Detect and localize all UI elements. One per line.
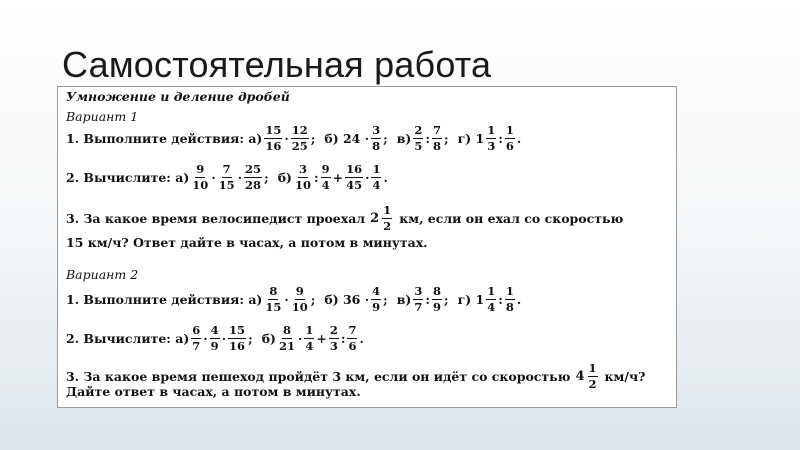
separator: ; — [383, 131, 388, 146]
fraction — [244, 163, 262, 192]
denominator: 9 — [432, 300, 441, 314]
denominator: 25 — [291, 139, 308, 153]
v2-task-2 — [66, 324, 364, 353]
numerator: 1 — [383, 203, 392, 217]
item-label: б) — [261, 331, 276, 346]
mixed-number — [575, 362, 599, 391]
item-label: г) 1 — [457, 131, 485, 146]
separator: ; — [264, 170, 269, 185]
operator: : — [340, 331, 346, 346]
denominator: 10 — [294, 178, 311, 192]
fraction — [382, 204, 392, 233]
fraction — [432, 124, 442, 153]
fraction — [486, 285, 496, 314]
separator: ; — [383, 292, 388, 307]
fraction — [291, 124, 309, 153]
numerator: 7 — [432, 123, 441, 137]
denominator: 5 — [414, 139, 423, 153]
task-text: км/ч? — [604, 369, 646, 384]
fraction — [345, 163, 363, 192]
numerator: 1 — [305, 323, 314, 337]
operator: · — [203, 331, 208, 346]
v1-task-3-line-2: 15 км/ч? Ответ дайте в часах, а потом в минутах. — [66, 235, 428, 250]
numerator: 1 — [588, 361, 597, 375]
whole-part: 4 — [575, 369, 585, 384]
v1-task-1 — [66, 124, 521, 153]
item-label: г) 1 — [457, 292, 485, 307]
fraction — [347, 324, 357, 353]
denominator: 15 — [218, 178, 235, 192]
item-label: в) — [396, 292, 412, 307]
operator: : — [425, 292, 430, 307]
fraction — [371, 285, 381, 314]
separator: . — [359, 331, 364, 346]
numerator: 3 — [372, 123, 381, 137]
numerator: 12 — [291, 123, 308, 137]
denominator: 4 — [305, 339, 314, 353]
separator: ; — [310, 131, 316, 146]
task-text: км, если он ехал со скоростью — [399, 211, 624, 226]
operator: · — [284, 131, 289, 146]
operator: : — [498, 292, 503, 307]
denominator: 16 — [229, 339, 246, 353]
denominator: 9 — [210, 339, 219, 353]
denominator: 10 — [192, 178, 209, 192]
fraction — [329, 324, 339, 353]
numerator: 7 — [222, 162, 231, 176]
fraction — [291, 285, 309, 314]
numerator: 8 — [432, 284, 441, 298]
denominator: 7 — [192, 339, 201, 353]
numerator: 25 — [245, 162, 262, 176]
fraction — [505, 124, 515, 153]
operator: : — [425, 131, 430, 146]
denominator: 8 — [505, 300, 514, 314]
denominator: 15 — [265, 300, 282, 314]
fraction — [505, 285, 515, 314]
denominator: 6 — [348, 339, 357, 353]
separator: . — [516, 292, 522, 307]
numerator: 15 — [229, 323, 246, 337]
fraction — [321, 163, 331, 192]
separator: ; — [443, 131, 449, 146]
fraction — [278, 324, 296, 353]
separator: ; — [443, 292, 449, 307]
whole-part: 2 — [370, 211, 380, 226]
separator: ; — [248, 331, 253, 346]
fraction — [304, 324, 314, 353]
operator: : — [313, 170, 319, 185]
fraction — [588, 362, 598, 391]
numerator: 9 — [196, 162, 205, 176]
denominator: 45 — [346, 178, 363, 192]
numerator: 9 — [295, 284, 304, 298]
denominator: 16 — [265, 139, 282, 153]
denominator: 4 — [321, 178, 330, 192]
operator: + — [332, 170, 344, 185]
numerator: 8 — [269, 284, 278, 298]
fraction — [191, 324, 201, 353]
separator: ; — [310, 292, 316, 307]
denominator: 9 — [372, 300, 381, 314]
fraction — [486, 124, 496, 153]
operator: · — [237, 170, 243, 185]
separator: . — [383, 170, 388, 185]
item-label: б) 36 · — [324, 292, 370, 307]
numerator: 9 — [321, 162, 330, 176]
v2-t1-prefix: 1. Выполните действия: а) — [66, 292, 263, 307]
denominator: 8 — [372, 139, 381, 153]
worksheet — [57, 86, 677, 408]
task-text: 3. За какое время велосипедист проехал — [66, 211, 366, 226]
denominator: 6 — [505, 139, 514, 153]
operator: · — [297, 331, 303, 346]
numerator: 1 — [505, 123, 514, 137]
numerator: 1 — [372, 162, 381, 176]
separator: . — [516, 131, 522, 146]
v2-task-1 — [66, 285, 521, 314]
operator: · — [211, 170, 216, 185]
worksheet-heading: Умножение и деление дробей — [66, 89, 290, 104]
fraction — [413, 285, 423, 314]
numerator: 1 — [505, 284, 514, 298]
numerator: 1 — [487, 123, 496, 137]
denominator: 4 — [372, 178, 381, 192]
fraction — [432, 285, 442, 314]
variant-1-title: Вариант 1 — [66, 109, 139, 124]
item-label: б) 24 · — [324, 131, 370, 146]
numerator: 15 — [265, 123, 282, 137]
fraction — [413, 124, 423, 153]
numerator: 4 — [372, 284, 381, 298]
v1-t2-prefix: 2. Вычислите: а) — [66, 170, 190, 185]
denominator: 3 — [329, 339, 338, 353]
numerator: 6 — [192, 323, 201, 337]
operator: + — [316, 331, 327, 346]
fraction — [191, 163, 209, 192]
mixed-number — [370, 204, 394, 233]
v1-task-2 — [66, 163, 388, 192]
fraction — [264, 124, 282, 153]
operator: · — [284, 292, 289, 307]
v1-t1-prefix: 1. Выполните действия: а) — [66, 131, 263, 146]
numerator: 16 — [346, 162, 363, 176]
fraction — [294, 163, 312, 192]
denominator: 4 — [487, 300, 496, 314]
numerator: 4 — [210, 323, 219, 337]
numerator: 8 — [282, 323, 291, 337]
denominator: 3 — [487, 139, 496, 153]
numerator: 1 — [487, 284, 496, 298]
denominator: 8 — [432, 139, 441, 153]
fraction — [371, 124, 381, 153]
v1-task-3-line-1 — [66, 204, 623, 233]
operator: · — [221, 331, 227, 346]
v2-task-3-line-2: Дайте ответ в часах, а потом в минутах. — [66, 384, 361, 399]
fraction — [218, 163, 236, 192]
denominator: 28 — [245, 178, 262, 192]
task-text: 3. За какое время пешеход пройдёт 3 км, если он идёт со скоростью — [66, 369, 571, 384]
fraction — [371, 163, 381, 192]
numerator: 2 — [329, 323, 338, 337]
denominator: 2 — [383, 219, 392, 233]
numerator: 7 — [348, 323, 357, 337]
fraction — [210, 324, 220, 353]
denominator: 21 — [278, 339, 295, 353]
denominator: 10 — [291, 300, 308, 314]
slide-title: Самостоятельная работа — [62, 44, 492, 85]
operator: : — [498, 131, 503, 146]
numerator: 3 — [414, 284, 423, 298]
fraction — [264, 285, 282, 314]
numerator: 3 — [298, 162, 307, 176]
item-label: б) — [277, 170, 292, 185]
v2-t2-prefix: 2. Вычислите: а) — [66, 331, 190, 346]
denominator: 7 — [414, 300, 423, 314]
fraction — [228, 324, 246, 353]
operator: · — [365, 170, 370, 185]
variant-2-title: Вариант 2 — [66, 267, 139, 282]
item-label: в) — [396, 131, 412, 146]
denominator: 2 — [588, 377, 597, 391]
numerator: 2 — [414, 123, 423, 137]
